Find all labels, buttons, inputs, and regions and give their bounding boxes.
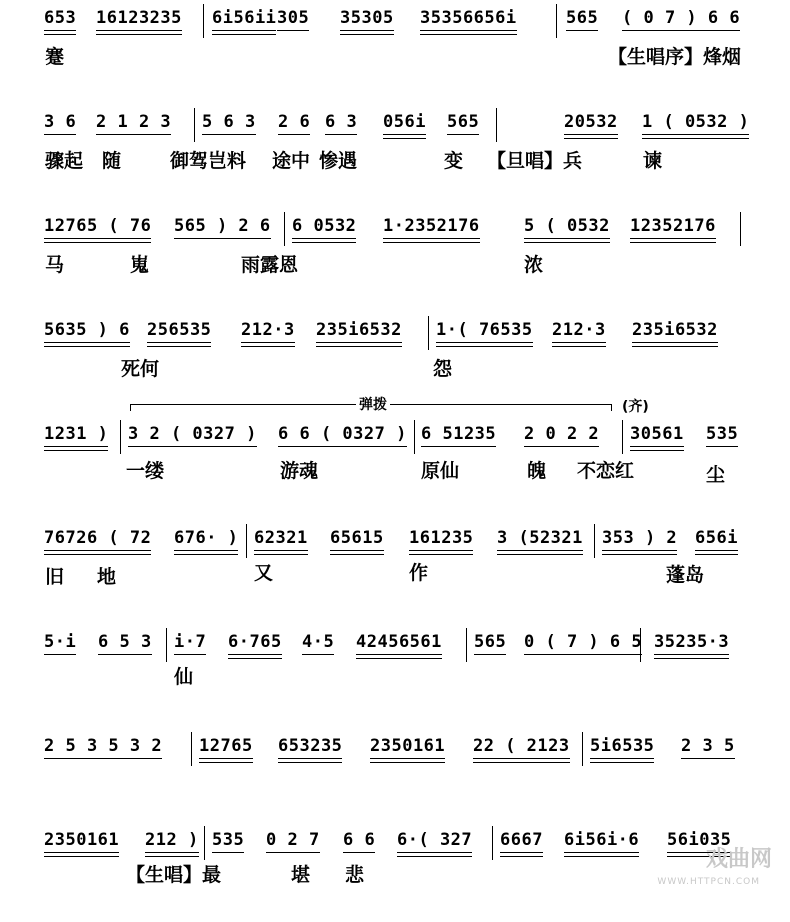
note-group: 65615 xyxy=(330,528,384,548)
note-group: 565 ) 2 6 xyxy=(174,216,271,236)
notes-line xyxy=(0,0,790,40)
note-group: 5 ( 0532 xyxy=(524,216,610,236)
notes-line xyxy=(0,624,790,664)
note-group: 0 2 7 xyxy=(266,830,320,850)
note-group: 5 6 3 xyxy=(202,112,256,132)
note-group: 35305 xyxy=(340,8,394,28)
lyric: 不恋红 xyxy=(577,460,635,482)
score-row-1 xyxy=(0,0,790,100)
notes-line xyxy=(0,416,790,456)
note-group: 12765 xyxy=(199,736,253,756)
note-group: 6 6 ( 0327 ) xyxy=(278,424,407,444)
barline xyxy=(414,420,415,454)
note-group: 212·3 xyxy=(552,320,606,340)
note-group: 30561 xyxy=(630,424,684,444)
note-group: 256535 xyxy=(147,320,212,340)
lyric: 雨露恩 xyxy=(241,254,299,276)
barline xyxy=(594,524,595,558)
note-group: 22 ( 2123 xyxy=(473,736,570,756)
note-group: 056i xyxy=(383,112,426,132)
note-group: 56i035 xyxy=(667,830,732,850)
barline xyxy=(284,212,285,246)
notes-line xyxy=(0,104,790,144)
note-group: 161235 xyxy=(409,528,474,548)
score-row-5 xyxy=(0,397,790,516)
barline xyxy=(640,628,641,662)
note-group: 305 xyxy=(277,8,310,28)
lyric: 一缕 xyxy=(126,460,165,482)
lyric: 堪 xyxy=(291,864,311,886)
lyric: 悲 xyxy=(345,864,365,886)
note-group: 35235·3 xyxy=(654,632,730,652)
note-group: 6·765 xyxy=(228,632,282,652)
note-group: 0 ( 7 ) 6 5 xyxy=(524,632,643,652)
lyric: 谏 xyxy=(643,150,663,172)
barline xyxy=(466,628,467,662)
note-group: 353 ) 2 xyxy=(602,528,678,548)
lyric: 嵬 xyxy=(130,254,150,276)
note-group: 35356656i xyxy=(420,8,517,28)
barline xyxy=(191,732,192,766)
note-group: 3 6 xyxy=(44,112,77,132)
note-group: 1·2352176 xyxy=(383,216,480,236)
note-group: ( 0 7 ) 6 6 xyxy=(622,8,741,28)
note-group: 2 5 3 5 3 2 xyxy=(44,736,163,756)
note-group: 565 xyxy=(447,112,480,132)
note-group: 1 ( 0532 ) xyxy=(642,112,750,132)
note-group: 5i6535 xyxy=(590,736,655,756)
note-group: 2 1 2 3 xyxy=(96,112,172,132)
lyric: 蓬岛 xyxy=(666,564,705,586)
note-group: 3 (52321 xyxy=(497,528,583,548)
note-group: 535 xyxy=(212,830,245,850)
note-group: 1·( 76535 xyxy=(436,320,533,340)
note-group: 3 2 ( 0327 ) xyxy=(128,424,257,444)
notes-line xyxy=(0,312,790,352)
note-group: 6·( 327 xyxy=(397,830,473,850)
note-group: 16123235 xyxy=(96,8,182,28)
lyric: 旧 xyxy=(45,566,65,588)
lyric: 随 xyxy=(102,150,122,172)
score-row-7 xyxy=(0,624,790,724)
lyric: 马 xyxy=(45,254,65,276)
score-row-9 xyxy=(0,822,790,922)
note-group: 653 xyxy=(44,8,77,28)
lyric: 尘 xyxy=(706,464,726,486)
lyric: 途中 xyxy=(272,150,311,172)
barline xyxy=(492,826,493,860)
site-url-watermark: WWW.HTTPCN.COM xyxy=(657,877,760,887)
lyric: 魄 xyxy=(527,460,547,482)
note-group: 6 5 3 xyxy=(98,632,152,652)
note-group: i·7 xyxy=(174,632,207,652)
barline xyxy=(428,316,429,350)
note-group: 653235 xyxy=(278,736,343,756)
note-group: 2 6 xyxy=(278,112,311,132)
bracket-label: 弹拨 xyxy=(356,394,390,414)
lyric: 又 xyxy=(254,562,274,584)
barline xyxy=(166,628,167,662)
note-group: 676· ) xyxy=(174,528,239,548)
note-group: 212 ) xyxy=(145,830,199,850)
lyric: 游魂 xyxy=(280,460,319,482)
barline xyxy=(556,4,557,38)
lyric: 怨 xyxy=(433,358,453,380)
note-group: 4·5 xyxy=(302,632,335,652)
note-group: 6 0532 xyxy=(292,216,357,236)
barline xyxy=(120,420,121,454)
note-group: 76726 ( 72 xyxy=(44,528,152,548)
note-group: 565 xyxy=(474,632,507,652)
lyric: 死何 xyxy=(121,358,160,380)
note-group: 565 xyxy=(566,8,599,28)
note-group: 12765 ( 76 xyxy=(44,216,152,236)
note-group: 2 0 2 2 xyxy=(524,424,600,444)
lyric: 浓 xyxy=(524,254,544,276)
note-group: 6i56ii xyxy=(212,8,277,28)
note-group: 6i56i·6 xyxy=(564,830,640,850)
lyric: 【生唱】最 xyxy=(126,864,222,886)
note-group: 62321 xyxy=(254,528,308,548)
score-row-4 xyxy=(0,312,790,412)
note-group: 235i6532 xyxy=(632,320,718,340)
lyric: 变 xyxy=(444,150,464,172)
note-group: 20532 xyxy=(564,112,618,132)
barline xyxy=(246,524,247,558)
score-row-2 xyxy=(0,104,790,204)
unison-tag: (齐) xyxy=(622,399,649,415)
lyric: 【旦唱】兵 xyxy=(487,150,583,172)
note-group: 235i6532 xyxy=(316,320,402,340)
score-row-8 xyxy=(0,728,790,828)
note-group: 42456561 xyxy=(356,632,442,652)
note-group: 535 xyxy=(706,424,739,444)
note-group: 212·3 xyxy=(241,320,295,340)
note-group: 5·i xyxy=(44,632,77,652)
note-group: 6 51235 xyxy=(421,424,497,444)
lyric: 【生唱序】烽烟 xyxy=(608,46,742,68)
note-group: 5635 ) 6 xyxy=(44,320,130,340)
note-group: 6667 xyxy=(500,830,543,850)
note-group: 2350161 xyxy=(370,736,446,756)
barline xyxy=(622,420,623,454)
lyric: 骤起 xyxy=(45,150,84,172)
note-group: 656i xyxy=(695,528,738,548)
barline xyxy=(582,732,583,766)
lyric: 原仙 xyxy=(421,460,460,482)
notes-line xyxy=(0,728,790,768)
site-logo-watermark: 戏曲网 xyxy=(705,847,772,872)
note-group: 2350161 xyxy=(44,830,120,850)
score-row-6 xyxy=(0,520,790,620)
barline xyxy=(740,212,741,246)
note-group: 2 3 5 xyxy=(681,736,735,756)
lyric: 蹇 xyxy=(45,46,65,68)
lyric: 御驾岂料 xyxy=(170,150,247,172)
notes-line xyxy=(0,822,790,862)
notes-line xyxy=(0,520,790,560)
notes-line xyxy=(0,208,790,248)
note-group: 1231 ) xyxy=(44,424,109,444)
lyric: 地 xyxy=(97,566,117,588)
barline xyxy=(194,108,195,142)
barline xyxy=(496,108,497,142)
barline xyxy=(204,826,205,860)
note-group: 6 3 xyxy=(325,112,358,132)
lyric: 仙 xyxy=(174,666,194,688)
note-group: 6 6 xyxy=(343,830,376,850)
barline xyxy=(203,4,204,38)
score-row-3 xyxy=(0,208,790,308)
lyric: 惨遇 xyxy=(319,150,358,172)
lyric: 作 xyxy=(409,562,429,584)
note-group: 12352176 xyxy=(630,216,716,236)
